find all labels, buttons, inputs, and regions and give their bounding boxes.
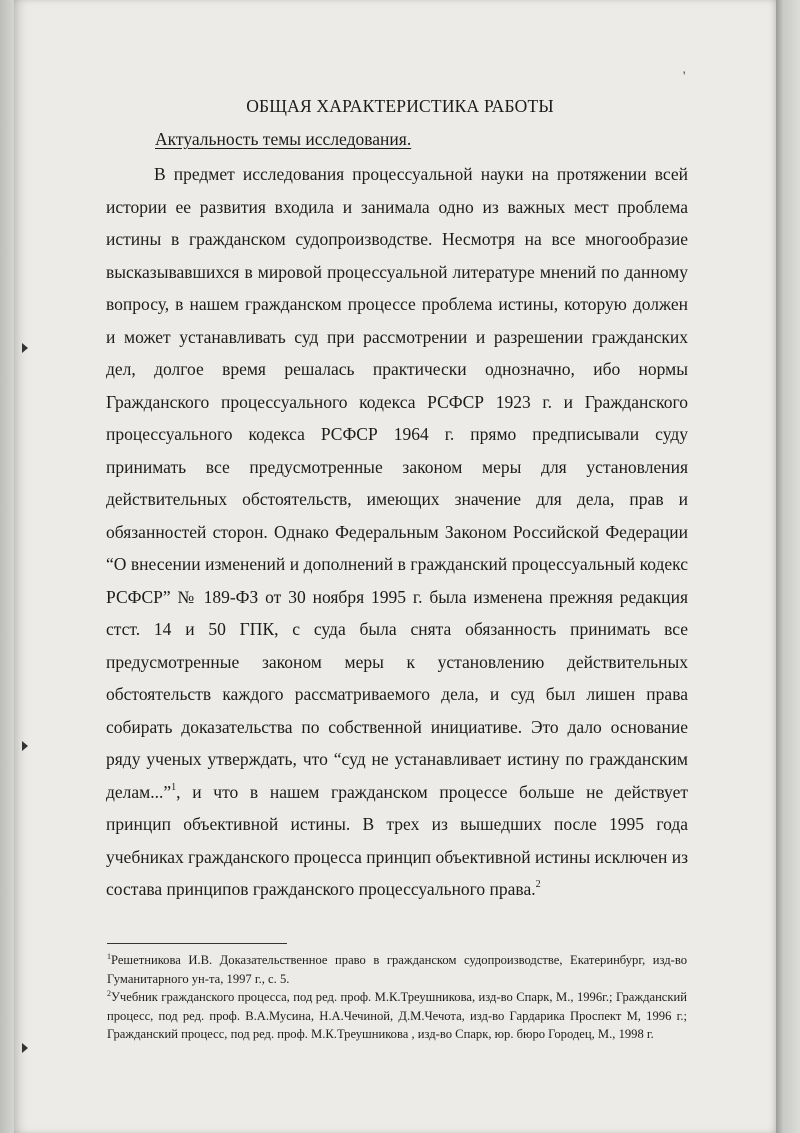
footnote-divider bbox=[107, 943, 287, 944]
footnote-marker: 2 bbox=[107, 989, 111, 998]
footnote-2 bbox=[107, 988, 687, 1044]
footnote-ref-2: 2 bbox=[535, 879, 541, 890]
footnote-ref-1: 1 bbox=[171, 781, 177, 793]
section-subtitle: Актуальность темы исследования. bbox=[155, 129, 412, 149]
footnote-marker: 1 bbox=[107, 952, 111, 961]
footnote-text: Решетникова И.В. Доказательственное право в гражданском судопроизводстве, Екатеринбург, изд-во Гуманитарного ун-та, 1997 г., с. 5. bbox=[107, 953, 687, 986]
main-paragraph bbox=[106, 158, 688, 906]
footnote-text: Учебник гражданского процесса, под ред. проф. М.К.Треушникова, изд-во Спарк, М., 1996г.; Гражданский процесс, под ред. проф. В.А.Мусина, Н.А.Чечиной, Д.М.Чечота, изд-во Гардарика Проспект М, 1996 г.; Гражданский процесс, под ред. проф. М.К.Треушникова , изд-во Спарк, юр. бюро Городец, М., 1998 г. bbox=[107, 990, 687, 1041]
paragraph bbox=[106, 158, 688, 906]
paragraph-text-part1: В предмет исследования процессуальной науки на протяжении всей истории ее развития входила и занимала одно из важных мест проблема истины в гражданском судопроизводстве. Несмотря на все многообразие высказывавшихся в мировой процессуальной литературе мнений по данному вопросу, в нашем гражданском процессе проблема истины, которую должен и может устанавливать суд при рассмотрении и разрешении гражданских дел, долгое время решалась практически однозначно, ибо нормы Гражданского процессуального кодекса РСФСР 1923 г. и Гражданского процессуального кодекса РСФСР 1964 г. прямо предписывали суду принимать все предусмотренные законом меры для установления действительных обстоятельств, имеющих значение для дела, прав и обязанностей сторон. Однако Федеральным Законом Российской Федерации “О внесении изменений и дополнений в гражданский процессуальный кодекс РСФСР” № 189-ФЗ от 30 ноября 1995 г. была изменена прежняя редакция стст. 14 и 50 ГПК, с суда была снята обязанность принимать все предусмотренные законом меры к установлению действительных обстоятельств каждого рассматриваемого дела, и суд был лишен права собирать доказательства по собственной инициативе. Это дало основание ряду ученых утверждать, что “суд не устанавливает истину по гражданским делам...” bbox=[106, 164, 688, 802]
page-title: ОБЩАЯ ХАРАКТЕРИСТИКА РАБОТЫ bbox=[246, 96, 554, 116]
page-right-edge bbox=[776, 0, 800, 1133]
page-number-mark: ' bbox=[683, 68, 686, 83]
paragraph-text-part2: , и что в нашем гражданском процессе больше не действует принцип объективной истины. В трех из вышедших после 1995 года учебниках гражданского процесса принцип объективной истины исключен из состава принципов гражданского процессуального права. bbox=[106, 781, 688, 899]
binding-edge bbox=[0, 0, 14, 1133]
footnotes bbox=[107, 951, 687, 1044]
footnote-1 bbox=[107, 951, 687, 988]
